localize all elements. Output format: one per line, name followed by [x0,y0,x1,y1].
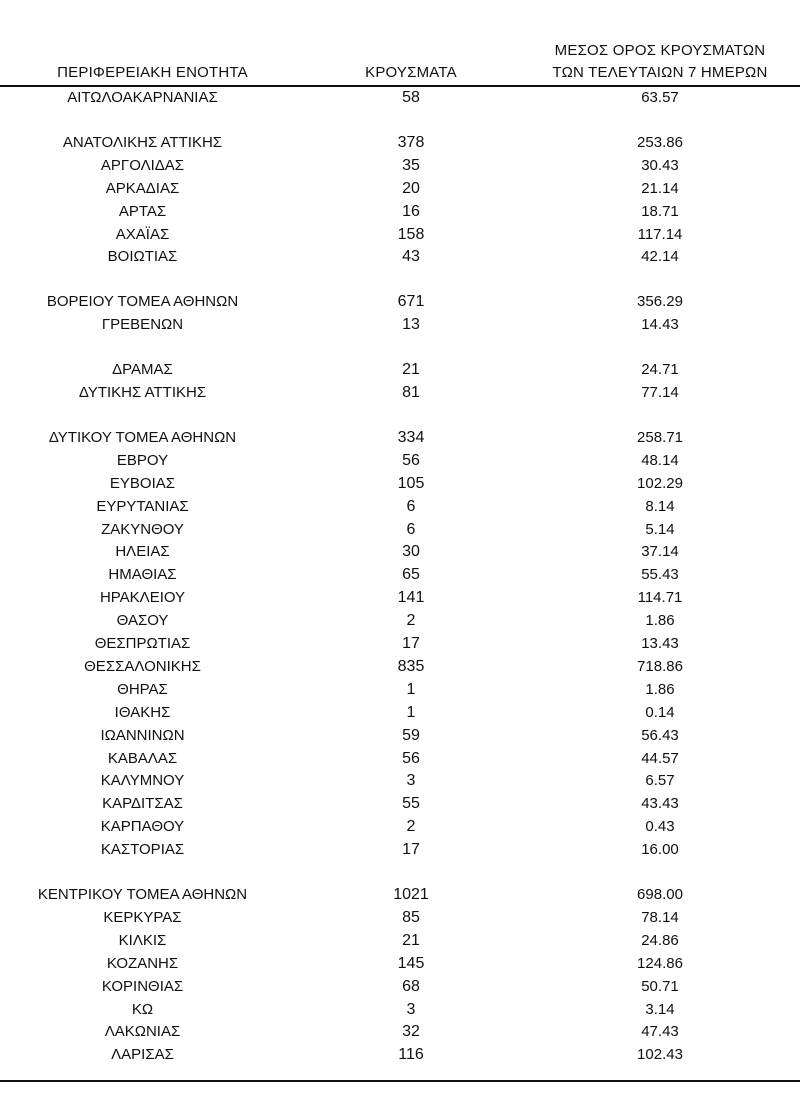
cases-cell: 17 [402,841,420,859]
cases-cell: 20 [402,179,420,197]
table-row [0,953,800,975]
region-cell: ΔΥΤΙΚΟΥ ΤΟΜΕΑ ΑΘΗΝΩΝ [48,428,237,446]
table-row [0,816,800,838]
table-row [0,359,800,381]
table-row [0,633,800,655]
average-cell: 30.43 [641,156,679,174]
table-row [0,748,800,770]
average-cell: 37.14 [641,543,679,561]
region-cell: ΚΟΡΙΝΘΙΑΣ [101,977,184,995]
cases-cell: 105 [397,474,425,492]
region-cell: ΒΟΡΕΙΟΥ ΤΟΜΕΑ ΑΘΗΝΩΝ [46,293,239,311]
region-cell: ΘΑΣΟΥ [116,612,169,630]
cases-cell: 141 [397,589,425,607]
cases-cell: 43 [402,248,420,266]
cases-cell: 21 [402,361,420,379]
header-avg-line2: ΤΩΝ ΤΕΛΕΥΤΑΙΩΝ 7 ΗΜΕΡΩΝ [552,64,768,81]
cases-cell: 2 [406,818,416,836]
region-cell: ΗΜΑΘΙΑΣ [108,566,177,584]
header-region: ΠΕΡΙΦΕΡΕΙΑΚΗ ΕΝΟΤΗΤΑ [57,64,248,81]
table-row [0,246,800,268]
cases-cell: 378 [397,133,425,151]
average-cell: 42.14 [641,248,679,266]
average-cell: 1.86 [645,680,675,698]
average-cell: 78.14 [641,908,679,926]
average-cell: 14.43 [641,316,679,334]
region-cell: ΑΡΤΑΣ [118,202,167,220]
region-cell: ΖΑΚΥΝΘΟΥ [101,520,184,538]
region-cell: ΘΕΣΣΑΛΟΝΙΚΗΣ [84,657,201,675]
region-cell: ΑΙΤΩΛΟΑΚΑΡΝΑΝΙΑΣ [67,89,218,106]
cases-cell: 3 [406,1000,416,1018]
average-cell: 55.43 [641,566,679,584]
table-row [0,793,800,815]
average-cell: 48.14 [641,451,679,469]
region-cell: ΘΕΣΠΡΩΤΙΑΣ [94,635,191,652]
region-cell: ΕΥΡΥΤΑΝΙΑΣ [96,497,189,515]
region-cell: ΓΡΕΒΕΝΩΝ [101,316,184,334]
cases-cell: 68 [402,977,420,995]
region-cell: ΚΑΡΠΑΘΟΥ [100,818,185,836]
cases-cell: 6 [406,520,416,538]
region-cell: ΘΗΡΑΣ [117,680,168,698]
table-row [0,132,800,154]
table-row [0,564,800,586]
table-row [0,87,800,109]
cases-cell: 16 [402,202,420,220]
cases-cell: 116 [398,1046,424,1064]
table-row [0,839,800,861]
cases-cell: 145 [397,954,425,972]
table-row [0,382,800,404]
header-seven-day-average [520,40,800,84]
cases-cell: 2 [406,612,416,630]
average-cell: 16.00 [641,841,679,859]
cases-cell: 35 [402,156,420,174]
table-row [0,725,800,747]
average-cell: 63.57 [641,89,679,106]
region-cell: ΙΩΑΝΝΙΝΩΝ [100,726,185,744]
region-cell: ΚΕΝΤΡΙΚΟΥ ΤΟΜΕΑ ΑΘΗΝΩΝ [37,886,248,903]
average-cell: 77.14 [641,384,679,401]
region-cell: ΚΩ [131,1000,154,1018]
cases-cell: 56 [402,749,420,767]
average-cell: 21.14 [641,179,679,197]
average-cell: 718.86 [637,657,683,675]
average-cell: 3.14 [645,1000,675,1018]
cases-cell: 59 [402,726,420,744]
average-cell: 102.29 [637,474,683,492]
table-row [0,519,800,541]
average-cell: 0.43 [645,818,675,836]
average-cell: 0.14 [645,703,675,721]
table-row [0,450,800,472]
cases-cell: 158 [397,225,425,243]
region-cell: ΚΙΛΚΙΣ [118,931,167,949]
table-row [0,679,800,701]
average-cell: 253.86 [637,133,683,151]
cases-cell: 30 [402,543,420,561]
cases-cell: 32 [402,1023,420,1041]
region-cell: ΚΕΡΚΥΡΑΣ [103,908,182,926]
table-row [0,610,800,632]
cases-cell: 1 [406,680,416,698]
cases-cell: 671 [397,293,425,311]
table-row [0,907,800,929]
table-row [0,473,800,495]
cases-cell: 1 [406,703,416,721]
table-row [0,427,800,449]
region-cell: ΛΑΚΩΝΙΑΣ [104,1023,181,1041]
region-cell: ΔΥΤΙΚΗΣ ΑΤΤΙΚΗΣ [78,384,207,401]
table-row [0,976,800,998]
table-row [0,884,800,906]
region-cell: ΕΥΒΟΙΑΣ [109,474,176,492]
footer-divider [0,1080,800,1082]
cases-cell: 58 [402,89,420,106]
average-cell: 117.14 [637,225,683,243]
average-cell: 258.71 [637,428,683,446]
average-cell: 43.43 [641,795,679,813]
cases-cell: 85 [402,908,420,926]
region-cell: ΚΑΣΤΟΡΙΑΣ [100,841,185,859]
table-row [0,201,800,223]
region-cell: ΗΡΑΚΛΕΙΟΥ [99,589,186,607]
region-cell: ΚΟΖΑΝΗΣ [106,954,179,972]
average-cell: 50.71 [641,977,679,995]
average-cell: 24.86 [641,931,679,949]
region-cell: ΒΟΙΩΤΙΑΣ [107,248,178,266]
table-row [0,770,800,792]
cases-cell: 6 [406,497,416,515]
region-cell: ΚΑΡΔΙΤΣΑΣ [102,795,183,813]
average-cell: 47.43 [641,1023,679,1041]
table-row [0,496,800,518]
average-cell: 18.71 [641,202,679,220]
region-cell: ΗΛΕΙΑΣ [115,543,170,561]
cases-cell: 13 [402,316,420,334]
region-cell: ΔΡΑΜΑΣ [112,361,173,379]
table-row [0,1044,800,1066]
table-row [0,930,800,952]
average-cell: 56.43 [641,726,679,744]
table-row [0,999,800,1021]
table-row [0,291,800,313]
cases-cell: 835 [397,657,425,675]
region-cell: ΑΧΑΪΑΣ [115,225,170,243]
header-cases: ΚΡΟΥΣΜΑΤΑ [365,64,457,81]
cases-cell: 81 [402,384,420,401]
cases-cell: 21 [402,931,420,949]
region-cell: ΑΡΓΟΛΙΔΑΣ [100,156,185,174]
average-cell: 1.86 [645,612,675,630]
cases-cell: 17 [402,635,420,652]
table-row [0,702,800,724]
average-cell: 24.71 [641,361,679,379]
table-row [0,1021,800,1043]
average-cell: 8.14 [645,497,675,515]
cases-cell: 56 [402,451,420,469]
average-cell: 356.29 [637,293,683,311]
table-row [0,178,800,200]
region-cell: ΑΝΑΤΟΛΙΚΗΣ ΑΤΤΙΚΗΣ [62,133,223,151]
header-avg-line1: ΜΕΣΟΣ ΟΡΟΣ ΚΡΟΥΣΜΑΤΩΝ [554,42,766,59]
average-cell: 114.71 [637,589,683,607]
region-cell: ΚΑΒΑΛΑΣ [107,749,178,767]
average-cell: 13.43 [641,635,679,652]
table-row [0,314,800,336]
cases-cell: 334 [397,428,425,446]
region-cell: ΛΑΡΙΣΑΣ [111,1046,174,1064]
region-cell: ΚΑΛΥΜΝΟΥ [100,772,185,790]
average-cell: 44.57 [641,749,679,767]
table-row [0,587,800,609]
average-cell: 5.14 [645,520,675,538]
average-cell: 6.57 [645,772,675,790]
average-cell: 102.43 [637,1046,683,1064]
region-cell: ΙΘΑΚΗΣ [114,703,171,721]
region-cell: ΕΒΡΟΥ [116,451,169,469]
table-row [0,656,800,678]
table-row [0,224,800,246]
cases-cell: 3 [406,772,416,790]
table-row [0,155,800,177]
average-cell: 124.86 [637,954,683,972]
cases-cell: 55 [402,795,420,813]
cases-cell: 1021 [393,886,429,903]
cases-cell: 65 [402,566,420,584]
region-cell: ΑΡΚΑΔΙΑΣ [105,179,180,197]
table-row [0,541,800,563]
average-cell: 698.00 [637,886,683,903]
